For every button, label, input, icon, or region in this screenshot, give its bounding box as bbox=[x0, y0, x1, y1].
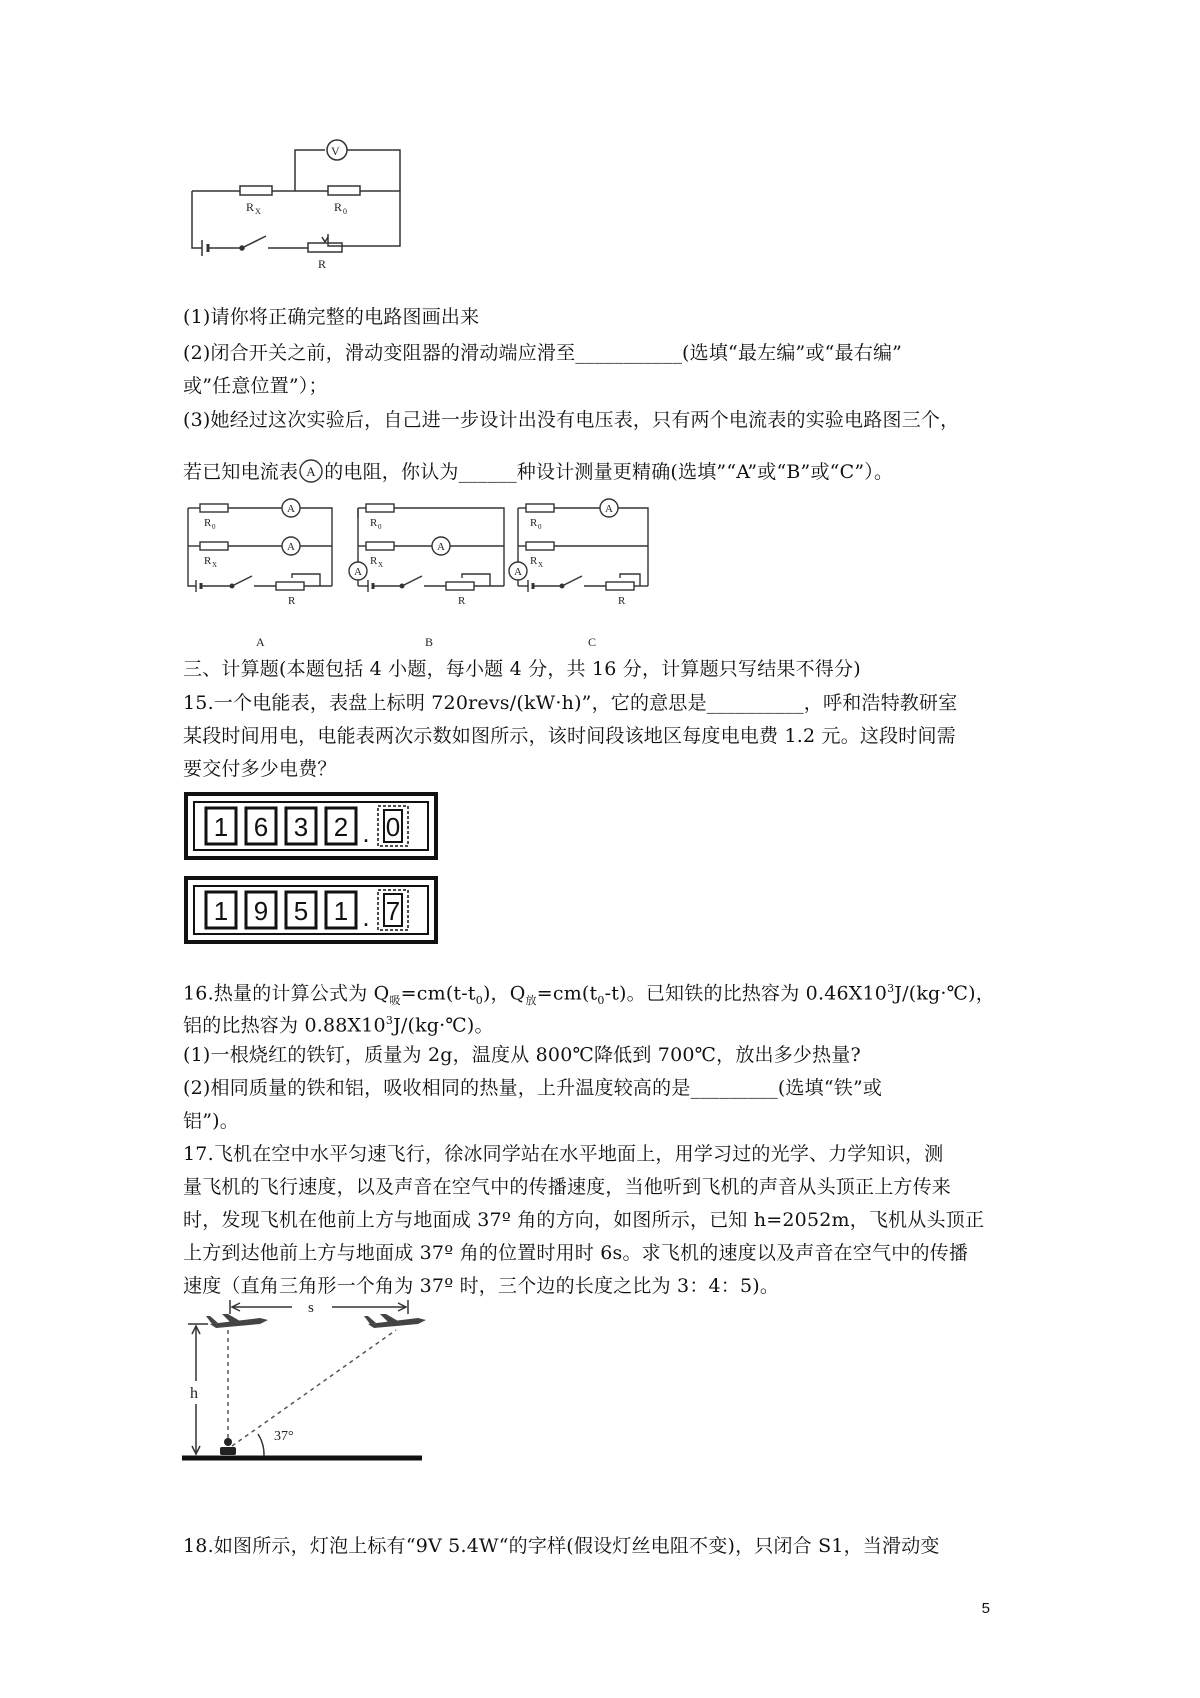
q16-line5: 铝”)。 bbox=[183, 1110, 239, 1132]
rx-label: R bbox=[246, 200, 255, 214]
svg-text:1: 1 bbox=[213, 896, 229, 926]
q17-line3: 时，发现飞机在他前上方与地面成 37º 角的方向，如图所示，已知 h=2052m，飞机从头顶正 bbox=[183, 1209, 985, 1231]
q14-part2-line2: 或”任意位置”）； bbox=[183, 375, 328, 397]
svg-text:X: X bbox=[255, 207, 261, 216]
circuit-c bbox=[509, 499, 648, 592]
q17-line1: 17.飞机在空中水平匀速飞行，徐冰同学站在水平地面上，用学习过的光学、力学知识，测 bbox=[183, 1143, 944, 1165]
rx-resistor bbox=[240, 186, 272, 195]
r0-resistor bbox=[328, 186, 360, 195]
svg-text:R: R bbox=[204, 555, 212, 567]
svg-text:R: R bbox=[458, 595, 466, 607]
q17-line4: 上方到达他前上方与地面成 37º 角的位置时用时 6s。求飞机的速度以及声音在空气中的传播 bbox=[183, 1242, 969, 1264]
meter-reading-1 bbox=[186, 794, 436, 858]
svg-text:0: 0 bbox=[343, 207, 347, 216]
h-label: h bbox=[190, 1385, 198, 1402]
svg-text:A: A bbox=[514, 566, 522, 578]
ammeter-icon bbox=[298, 458, 324, 484]
q14-part3-line2: 若已知电流表 A 的电阻，你认为______种设计测量更精确(选填”“A”或“B”或“C”）。 bbox=[183, 458, 893, 485]
svg-text:1: 1 bbox=[213, 812, 229, 842]
q16-line2: 铝的比热容为 $0.88X10^3J/(kg\cdot℃)$。 bbox=[183, 1014, 494, 1037]
page-number: 5 bbox=[981, 1600, 990, 1617]
svg-text:R: R bbox=[288, 595, 296, 607]
svg-text:3: 3 bbox=[293, 812, 309, 842]
svg-text:0: 0 bbox=[378, 523, 382, 531]
svg-text:.: . bbox=[362, 818, 370, 848]
q17-line5: 速度（直角三角形一个角为 37º 时，三个边的长度之比为 3：4：5)。 bbox=[183, 1275, 780, 1297]
caption-c: C bbox=[588, 635, 597, 649]
svg-text:R: R bbox=[370, 517, 378, 529]
q16-line4: (2)相同质量的铁和铝，吸收相同的热量，上升温度较高的是_________(选填“铁”或 bbox=[183, 1077, 883, 1099]
r0-label: R bbox=[334, 200, 343, 214]
svg-text:0: 0 bbox=[212, 523, 216, 531]
meter-readings bbox=[184, 792, 440, 946]
svg-text:5: 5 bbox=[293, 896, 309, 926]
caption-a: A bbox=[256, 635, 265, 649]
airplane-figure bbox=[182, 1296, 462, 1466]
svg-text:0: 0 bbox=[385, 812, 401, 842]
q15-line1: 15.一个电能表，表盘上标明 720revs/(kW·h)”，它的意思是__________，呼和浩特教研室 bbox=[183, 692, 958, 714]
svg-text:X: X bbox=[538, 561, 544, 569]
svg-text:A: A bbox=[605, 503, 613, 515]
svg-text:9: 9 bbox=[253, 896, 269, 926]
circuit-a bbox=[188, 499, 332, 592]
s-label: s bbox=[308, 1300, 314, 1316]
svg-text:A: A bbox=[287, 541, 295, 553]
svg-text:6: 6 bbox=[253, 812, 269, 842]
svg-text:7: 7 bbox=[385, 896, 401, 926]
svg-text:R: R bbox=[530, 555, 538, 567]
rheostat-label: R bbox=[318, 257, 327, 271]
svg-text:R: R bbox=[370, 555, 378, 567]
svg-text:1: 1 bbox=[333, 896, 349, 926]
svg-text:X: X bbox=[212, 561, 218, 569]
svg-text:0: 0 bbox=[538, 523, 542, 531]
section-3-heading: 三、计算题(本题包括 4 小题，每小题 4 分，共 16 分，计算题只写结果不得分) bbox=[183, 658, 861, 680]
svg-text:A: A bbox=[306, 464, 316, 479]
circuit-figure-2 bbox=[180, 498, 680, 654]
airplane-icon bbox=[364, 1314, 426, 1328]
meter-reading-2 bbox=[186, 878, 436, 942]
svg-text:R: R bbox=[618, 595, 626, 607]
q14-part1: (1)请你将正确完整的电路图画出来 bbox=[183, 306, 480, 328]
q16-line1: 16.热量的计算公式为 $Q_吸=cm(t-t_0)$，$Q_放=cm(t_0-t)$。已知铁的比热容为 $0.46X10^3J/(kg\cdot℃)$， bbox=[183, 982, 995, 1008]
caption-b: B bbox=[425, 635, 434, 649]
svg-text:X: X bbox=[378, 561, 384, 569]
svg-text:R: R bbox=[204, 517, 212, 529]
svg-text:A: A bbox=[287, 503, 295, 515]
person-icon bbox=[220, 1438, 236, 1455]
q18-line1: 18.如图所示，灯泡上标有“9V 5.4W“的字样(假设灯丝电阻不变)，只闭合 S1，当滑动变 bbox=[183, 1535, 940, 1557]
svg-text:2: 2 bbox=[333, 812, 349, 842]
angle-label: 37° bbox=[274, 1429, 294, 1444]
q16-line3: (1)一根烧红的铁钉，质量为 2g，温度从 800℃降低到 700℃，放出多少热量? bbox=[183, 1044, 861, 1066]
q15-line3: 要交付多少电费？ bbox=[183, 758, 337, 780]
svg-text:R: R bbox=[530, 517, 538, 529]
svg-text:.: . bbox=[362, 902, 370, 932]
q14-part2-line1: (2)闭合开关之前，滑动变阻器的滑动端应滑至___________(选填“最左编”或“最右编” bbox=[183, 342, 903, 364]
q15-line2: 某段时间用电，电能表两次示数如图所示，该时间段该地区每度电电费 1.2 元。这段时间需 bbox=[183, 725, 956, 747]
q14-part3-line1: (3)她经过这次实验后，自己进一步设计出没有电压表，只有两个电流表的实验电路图三个， bbox=[183, 409, 960, 431]
circuit-figure-1 bbox=[180, 136, 420, 296]
voltmeter-label: V bbox=[331, 144, 340, 158]
q17-line2: 量飞机的飞行速度，以及声音在空气中的传播速度，当他听到飞机的声音从头顶正上方传来 bbox=[183, 1176, 952, 1198]
svg-text:A: A bbox=[437, 541, 445, 553]
svg-text:A: A bbox=[354, 566, 362, 578]
airplane-icon bbox=[206, 1314, 268, 1328]
